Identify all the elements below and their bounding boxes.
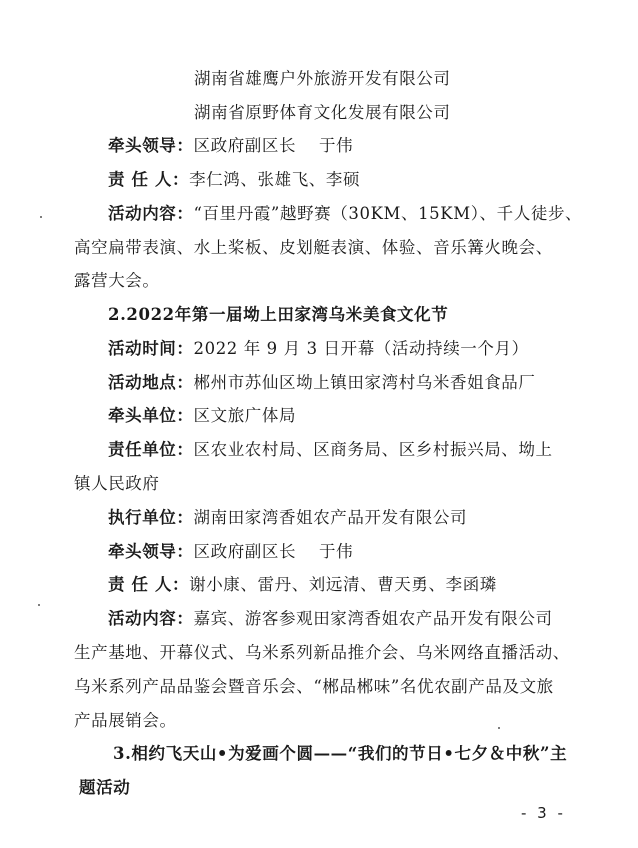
field-value: 区文旅广体局 — [193, 406, 297, 425]
section-heading-3-continued — [79, 777, 130, 799]
activity-content-line — [108, 203, 582, 225]
field-label: 牵头领导： — [108, 542, 194, 561]
field-label: 牵头单位： — [108, 406, 194, 425]
activity-location-line — [108, 372, 536, 394]
field-value: 谢小康、雷丹、刘远清、曹天勇、李函璘 — [189, 575, 497, 594]
section-heading-2 — [108, 304, 448, 326]
field-label: 活动时间： — [108, 339, 194, 358]
field-value: 嘉宾、游客参观田家湾香姐农产品开发有限公司 — [193, 609, 553, 628]
scan-speck — [40, 216, 42, 218]
executing-unit-line — [108, 507, 467, 529]
field-label: 执行单位： — [108, 508, 194, 527]
field-label: 责 任 人： — [108, 575, 190, 594]
scan-speck — [38, 604, 40, 606]
company-name: 湖南省原野体育文化发展有限公司 — [194, 103, 451, 122]
lead-unit-line — [108, 405, 296, 427]
paragraph-text: 高空扁带表演、水上桨板、皮划艇表演、体验、音乐篝火晚会、 — [74, 238, 553, 257]
paragraph-line — [74, 710, 177, 732]
company-line-1 — [194, 68, 451, 90]
paragraph-text: 镇人民政府 — [74, 474, 160, 493]
field-value: 湖南田家湾香姐农产品开发有限公司 — [193, 508, 468, 527]
field-value: “百里丹霞”越野赛（30KM、15KM）、千人徒步、 — [193, 204, 583, 223]
activity-content-line — [108, 608, 553, 630]
field-label: 牵头领导： — [108, 136, 194, 155]
paragraph-line — [74, 676, 554, 698]
field-value: 区政府副区长 于伟 — [193, 136, 354, 155]
paragraph-text: 产品展销会。 — [74, 711, 177, 730]
activity-time-line — [108, 338, 529, 360]
section-heading-text: 3.相约飞天山•为爱画个圆——“我们的节日•七夕＆中秋”主 — [113, 744, 568, 763]
company-name: 湖南省雄鹰户外旅游开发有限公司 — [194, 69, 451, 88]
field-label: 责任单位： — [108, 440, 194, 459]
field-label: 活动地点： — [108, 373, 194, 392]
responsible-person-line — [108, 169, 360, 191]
field-value: 区政府副区长 于伟 — [193, 542, 354, 561]
paragraph-line — [74, 642, 570, 664]
section-heading-3 — [113, 743, 567, 765]
section-heading-text: 题活动 — [79, 778, 131, 797]
field-value: 郴州市苏仙区坳上镇田家湾村乌米香姐食品厂 — [193, 373, 536, 392]
field-value: 李仁鸿、张雄飞、李硕 — [189, 170, 361, 189]
paragraph-text: 露营大会。 — [74, 271, 160, 290]
paragraph-line — [74, 270, 160, 292]
field-label: 责 任 人： — [108, 170, 190, 189]
field-value: 区农业农村局、区商务局、区乡村振兴局、坳上 — [193, 440, 553, 459]
paragraph-text: 生产基地、开幕仪式、乌米系列新品推介会、乌米网络直播活动、 — [74, 643, 570, 662]
lead-leader-line — [108, 541, 353, 563]
paragraph-line — [74, 473, 160, 495]
section-heading-text: 2.2022年第一届坳上田家湾乌米美食文化节 — [108, 305, 449, 324]
company-line-2 — [194, 102, 451, 124]
scan-speck — [498, 727, 500, 729]
paragraph-line — [74, 237, 553, 259]
field-label: 活动内容： — [108, 609, 194, 628]
paragraph-text: 乌米系列产品品鉴会暨音乐会、“郴品郴味”名优农副产品及文旅 — [74, 677, 554, 696]
lead-leader-line — [108, 135, 353, 157]
field-label: 活动内容： — [108, 204, 194, 223]
page-number: - 3 - — [521, 804, 566, 822]
field-value: 2022 年 9 月 3 日开幕（活动持续一个月） — [193, 339, 529, 358]
responsible-person-line — [108, 574, 497, 596]
responsible-unit-line — [108, 439, 553, 461]
